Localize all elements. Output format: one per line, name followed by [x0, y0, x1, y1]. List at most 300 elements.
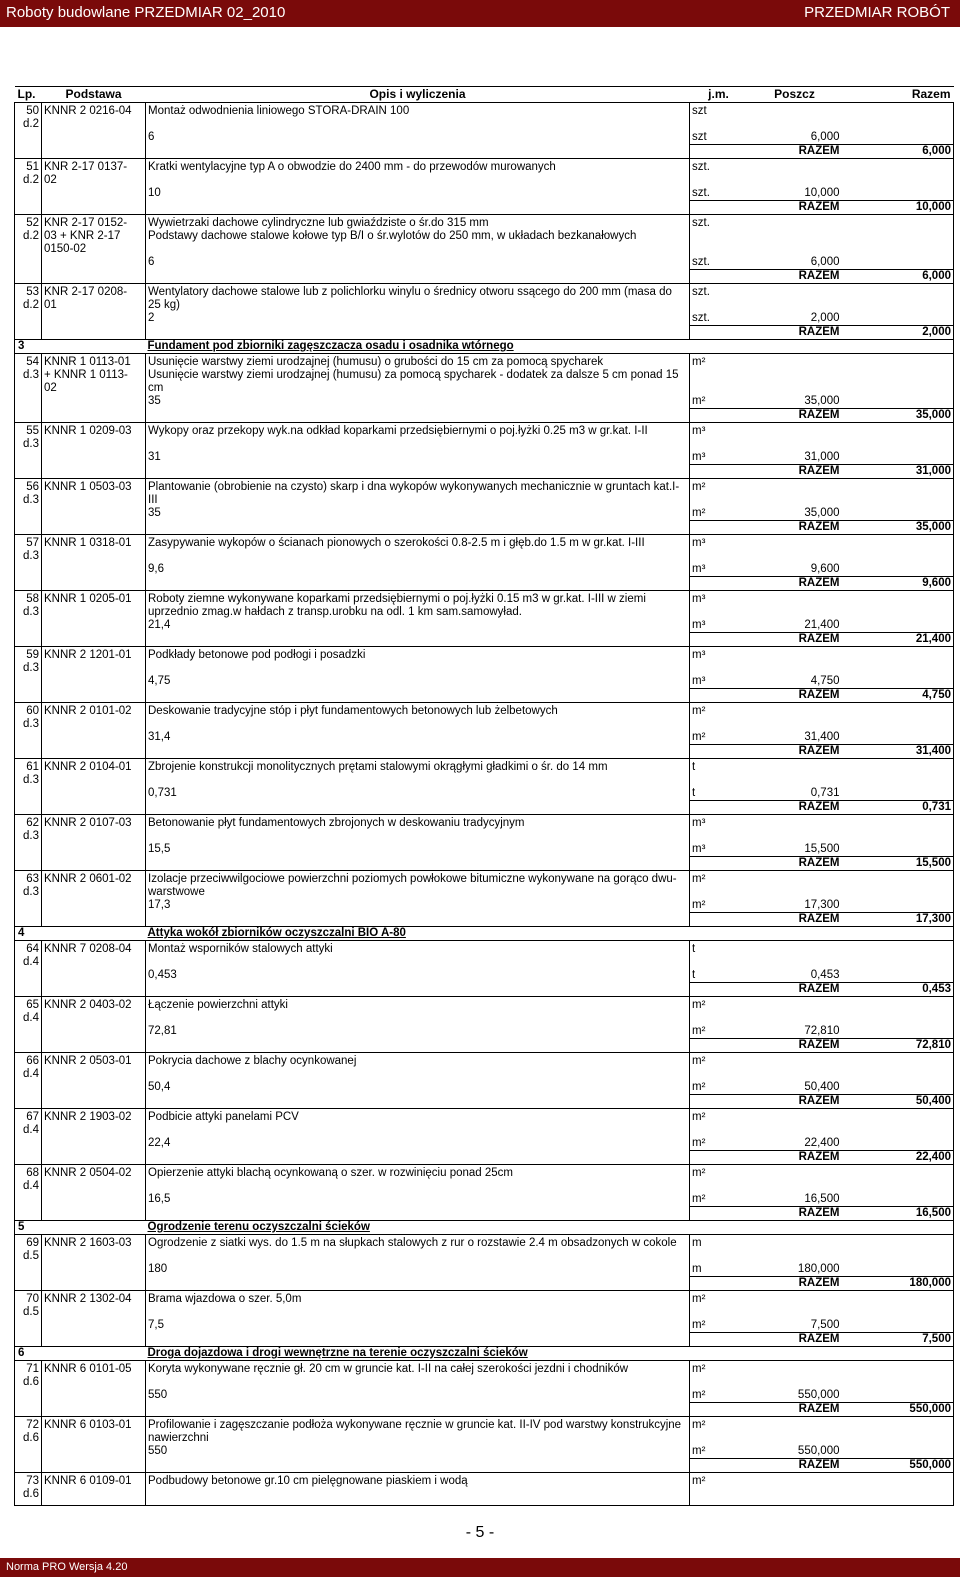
item-number: 57 d.3	[15, 535, 42, 564]
item-unit: m²	[690, 703, 748, 732]
item-description: Izolacje przeciwwilgociowe powierzchni poziomych powłokowe bitumiczne wykonywane na gorąco dwu-warstwowe	[146, 871, 690, 900]
empty-cell	[748, 479, 842, 508]
total-label: RAZEM	[690, 577, 842, 591]
item-row	[15, 423, 954, 452]
quantity-expression: 550	[146, 1445, 690, 1459]
quantity-unit: szt.	[692, 256, 710, 268]
item-number: 72 d.6	[15, 1417, 42, 1446]
empty-cell	[15, 270, 42, 284]
item-row	[15, 479, 954, 508]
empty-cell	[842, 703, 954, 732]
quantity-expression: 7,5	[146, 1319, 690, 1333]
empty-cell	[42, 395, 146, 409]
empty-cell	[42, 187, 146, 201]
item-row	[15, 159, 954, 188]
item-number: 71 d.6	[15, 1361, 42, 1390]
item-unit: m²	[690, 1109, 748, 1138]
item-unit: m²	[690, 997, 748, 1026]
total-label: RAZEM	[690, 1333, 842, 1347]
total-value: 9,600	[842, 577, 954, 591]
empty-cell	[842, 256, 954, 270]
item-row	[15, 354, 954, 396]
empty-cell	[842, 451, 954, 465]
item-unit: m²	[690, 1361, 748, 1390]
empty-cell	[842, 1109, 954, 1138]
quantity-unit: m³	[692, 563, 706, 575]
item-description: Wykopy oraz przekopy wyk.na odkład koparkami przedsiębiernymi o poj.łyżki 0.25 m3 w gr.kat. I-II	[146, 423, 690, 452]
empty-cell	[42, 131, 146, 145]
total-label: RAZEM	[690, 857, 842, 871]
empty-cell	[15, 1459, 42, 1473]
quantity-expression: 180	[146, 1263, 690, 1277]
document-type: PRZEDMIAR ROBÓT	[804, 4, 950, 21]
empty-cell	[15, 1095, 42, 1109]
quantity-expression: 6	[146, 131, 690, 145]
empty-cell	[15, 1151, 42, 1165]
empty-cell	[146, 1095, 690, 1109]
col-desc-header: Opis i wyliczenia	[146, 87, 690, 103]
estimate-table	[14, 86, 954, 1506]
item-row	[15, 1473, 954, 1506]
empty-cell	[42, 1263, 146, 1277]
total-value: 21,400	[842, 633, 954, 647]
empty-cell	[42, 689, 146, 703]
quantity-row	[15, 619, 954, 633]
empty-cell	[842, 871, 954, 900]
quantity-unit: m²	[692, 1193, 706, 1205]
item-number: 60 d.3	[15, 703, 42, 732]
item-description: Koryta wykonywane ręcznie gł. 20 cm w gruncie kat. I-II na całej szerokości jezdni i chodników	[146, 1361, 690, 1390]
empty-cell	[842, 1319, 954, 1333]
item-number: 63 d.3	[15, 871, 42, 900]
item-row	[15, 941, 954, 970]
quantity-expression: 35	[146, 507, 690, 521]
item-row	[15, 535, 954, 564]
empty-cell	[15, 1193, 42, 1207]
empty-cell	[42, 1459, 146, 1473]
item-unit: m³	[690, 423, 748, 452]
quantity-expression: 550	[146, 1389, 690, 1403]
section-heading-row	[15, 927, 954, 941]
partial-quantity: 16,500	[804, 1193, 840, 1205]
quantity-row	[15, 312, 954, 326]
item-row	[15, 759, 954, 788]
empty-cell	[842, 843, 954, 857]
total-value: 31,000	[842, 465, 954, 479]
empty-cell	[146, 145, 690, 159]
total-row	[15, 1459, 954, 1473]
empty-cell	[15, 1137, 42, 1151]
section-heading-row	[15, 1221, 954, 1235]
empty-cell	[42, 1333, 146, 1347]
item-number: 62 d.3	[15, 815, 42, 844]
empty-cell	[15, 913, 42, 927]
quantity-expression: 17,3	[146, 899, 690, 913]
item-number: 50 d.2	[15, 103, 42, 132]
quantity-unit: m²	[692, 731, 706, 743]
empty-cell	[42, 1445, 146, 1459]
empty-cell	[15, 633, 42, 647]
item-unit: m³	[690, 647, 748, 676]
empty-cell	[42, 1025, 146, 1039]
item-row	[15, 815, 954, 844]
quantity-row	[15, 899, 954, 913]
total-label: RAZEM	[690, 689, 842, 703]
quantity-expression: 35	[146, 395, 690, 409]
item-unit: m	[690, 1235, 748, 1264]
total-label: RAZEM	[690, 521, 842, 535]
empty-cell	[842, 1473, 954, 1506]
empty-cell	[15, 577, 42, 591]
item-description: Wentylatory dachowe stalowe lub z polichlorku winylu o średnicy otworu ssącego do 200 mm (masa do 25 kg)	[146, 284, 690, 313]
total-row	[15, 326, 954, 340]
empty-cell	[15, 1025, 42, 1039]
quantity-expression: 31,4	[146, 731, 690, 745]
quantity-expression: 10	[146, 187, 690, 201]
total-value: 550,000	[842, 1403, 954, 1417]
empty-cell	[146, 801, 690, 815]
total-value: 72,810	[842, 1039, 954, 1053]
empty-cell	[15, 1263, 42, 1277]
item-basis: KNNR 6 0109-01	[42, 1473, 146, 1506]
quantity-unit: szt	[692, 131, 707, 143]
quantity-row	[15, 187, 954, 201]
empty-cell	[42, 745, 146, 759]
empty-cell	[42, 256, 146, 270]
total-row	[15, 145, 954, 159]
total-label: RAZEM	[690, 1039, 842, 1053]
item-number: 55 d.3	[15, 423, 42, 452]
empty-cell	[42, 326, 146, 340]
total-value: 16,500	[842, 1207, 954, 1221]
item-unit: m²	[690, 1291, 748, 1320]
empty-cell	[748, 215, 842, 257]
total-label: RAZEM	[690, 145, 842, 159]
empty-cell	[146, 857, 690, 871]
empty-cell	[748, 703, 842, 732]
item-row	[15, 1417, 954, 1446]
partial-quantity: 31,000	[804, 451, 840, 463]
total-row	[15, 521, 954, 535]
empty-cell	[842, 815, 954, 844]
item-unit: m²	[690, 354, 748, 396]
empty-cell	[146, 465, 690, 479]
empty-cell	[842, 787, 954, 801]
empty-cell	[42, 1403, 146, 1417]
empty-cell	[42, 801, 146, 815]
empty-cell	[748, 647, 842, 676]
quantity-expression: 50,4	[146, 1081, 690, 1095]
item-row	[15, 215, 954, 257]
section-title: Attyka wokół zbiorników oczyszczalni BIO A-80	[146, 927, 954, 941]
empty-cell	[748, 759, 842, 788]
total-row	[15, 689, 954, 703]
total-row	[15, 633, 954, 647]
empty-cell	[146, 913, 690, 927]
item-basis: KNR 2-17 0208- 01	[42, 284, 146, 313]
empty-cell	[42, 857, 146, 871]
empty-cell	[42, 787, 146, 801]
col-lp-header: Lp.	[15, 87, 42, 103]
item-basis: KNR 2-17 0137- 02	[42, 159, 146, 188]
total-label: RAZEM	[690, 1207, 842, 1221]
item-number: 64 d.4	[15, 941, 42, 970]
quantity-unit: m	[692, 1263, 702, 1275]
partial-quantity: 72,810	[804, 1025, 840, 1037]
item-row	[15, 997, 954, 1026]
empty-cell	[842, 1053, 954, 1082]
item-number: 54 d.3	[15, 354, 42, 396]
item-row	[15, 1291, 954, 1320]
item-description: Betonowanie płyt fundamentowych zbrojonych w deskowaniu tradycyjnym	[146, 815, 690, 844]
item-row	[15, 647, 954, 676]
empty-cell	[42, 577, 146, 591]
quantity-unit: m²	[692, 1081, 706, 1093]
empty-cell	[42, 1151, 146, 1165]
empty-cell	[748, 997, 842, 1026]
total-label: RAZEM	[690, 913, 842, 927]
empty-cell	[842, 423, 954, 452]
quantity-expression: 0,731	[146, 787, 690, 801]
quantity-row	[15, 1081, 954, 1095]
total-label: RAZEM	[690, 801, 842, 815]
col-base-header: Podstawa	[42, 87, 146, 103]
empty-cell	[842, 312, 954, 326]
empty-cell	[146, 633, 690, 647]
col-pos-header: Poszcz	[748, 87, 842, 103]
empty-cell	[842, 354, 954, 396]
item-row	[15, 103, 954, 132]
empty-cell	[842, 731, 954, 745]
empty-cell	[748, 284, 842, 313]
total-label: RAZEM	[690, 1151, 842, 1165]
section-number: 6	[15, 1347, 146, 1361]
empty-cell	[842, 535, 954, 564]
empty-cell	[15, 521, 42, 535]
item-unit: szt.	[690, 284, 748, 313]
empty-cell	[15, 1403, 42, 1417]
empty-cell	[42, 983, 146, 997]
item-basis: KNNR 2 0107-03	[42, 815, 146, 844]
quantity-unit: m²	[692, 1445, 706, 1457]
empty-cell	[42, 312, 146, 326]
item-number: 66 d.4	[15, 1053, 42, 1082]
total-row	[15, 577, 954, 591]
quantity-unit: m³	[692, 675, 706, 687]
item-unit: m²	[690, 1417, 748, 1446]
item-description: Podbicie attyki panelami PCV	[146, 1109, 690, 1138]
total-row	[15, 1095, 954, 1109]
empty-cell	[42, 1277, 146, 1291]
empty-cell	[15, 201, 42, 215]
item-unit: m³	[690, 815, 748, 844]
quantity-expression: 9,6	[146, 563, 690, 577]
empty-cell	[42, 1389, 146, 1403]
empty-cell	[748, 1109, 842, 1138]
empty-cell	[842, 395, 954, 409]
item-basis: KNNR 2 0503-01	[42, 1053, 146, 1082]
quantity-unit: szt.	[692, 312, 710, 324]
empty-cell	[842, 507, 954, 521]
estimate-body	[15, 103, 954, 1506]
section-number: 3	[15, 340, 146, 354]
empty-cell	[42, 1081, 146, 1095]
empty-cell	[842, 159, 954, 188]
item-basis: KNNR 2 0601-02	[42, 871, 146, 900]
empty-cell	[842, 1165, 954, 1194]
total-row	[15, 1039, 954, 1053]
empty-cell	[15, 256, 42, 270]
partial-quantity: 9,600	[810, 563, 840, 575]
empty-cell	[146, 745, 690, 759]
item-number: 52 d.2	[15, 215, 42, 257]
total-row	[15, 1333, 954, 1347]
empty-cell	[842, 284, 954, 313]
total-row	[15, 913, 954, 927]
empty-cell	[748, 871, 842, 900]
item-number: 56 d.3	[15, 479, 42, 508]
empty-cell	[748, 354, 842, 396]
empty-cell	[15, 131, 42, 145]
empty-cell	[15, 326, 42, 340]
empty-cell	[15, 619, 42, 633]
total-value: 22,400	[842, 1151, 954, 1165]
empty-cell	[15, 451, 42, 465]
total-label: RAZEM	[690, 326, 842, 340]
item-description: Opierzenie attyki blachą ocynkowaną o szer. w rozwinięciu ponad 25cm	[146, 1165, 690, 1194]
item-description: Zasypywanie wykopów o ścianach pionowych o szerokości 0.8-2.5 m i głęb.do 1.5 m w gr.kat. I-III	[146, 535, 690, 564]
empty-cell	[146, 1333, 690, 1347]
quantity-row	[15, 787, 954, 801]
partial-quantity: 17,300	[804, 899, 840, 911]
total-label: RAZEM	[690, 1459, 842, 1473]
item-number: 53 d.2	[15, 284, 42, 313]
partial-quantity: 6,000	[810, 256, 840, 268]
section-number: 5	[15, 1221, 146, 1235]
empty-cell	[842, 1291, 954, 1320]
total-row	[15, 465, 954, 479]
empty-cell	[748, 941, 842, 970]
empty-cell	[146, 689, 690, 703]
partial-quantity: 2,000	[810, 312, 840, 324]
empty-cell	[42, 619, 146, 633]
empty-cell	[842, 1193, 954, 1207]
total-label: RAZEM	[690, 745, 842, 759]
item-description: Pokrycia dachowe z blachy ocynkowanej	[146, 1053, 690, 1082]
empty-cell	[146, 1459, 690, 1473]
empty-cell	[842, 215, 954, 257]
quantity-expression: 6	[146, 256, 690, 270]
item-number: 58 d.3	[15, 591, 42, 620]
item-row	[15, 591, 954, 620]
item-unit: m²	[690, 479, 748, 508]
total-value: 4,750	[842, 689, 954, 703]
empty-cell	[842, 187, 954, 201]
empty-cell	[42, 201, 146, 215]
quantity-row	[15, 563, 954, 577]
empty-cell	[748, 815, 842, 844]
empty-cell	[842, 759, 954, 788]
quantity-row	[15, 1193, 954, 1207]
page-header	[0, 0, 960, 27]
total-value: 15,500	[842, 857, 954, 871]
item-basis: KNNR 2 1603-03	[42, 1235, 146, 1264]
empty-cell	[42, 913, 146, 927]
empty-cell	[42, 1095, 146, 1109]
total-value: 10,000	[842, 201, 954, 215]
empty-cell	[15, 969, 42, 983]
empty-cell	[842, 1025, 954, 1039]
empty-cell	[42, 675, 146, 689]
empty-cell	[15, 187, 42, 201]
empty-cell	[15, 409, 42, 423]
item-number: 68 d.4	[15, 1165, 42, 1194]
item-basis: KNNR 1 0113-01 + KNNR 1 0113- 02	[42, 354, 146, 396]
quantity-expression: 2	[146, 312, 690, 326]
quantity-row	[15, 675, 954, 689]
empty-cell	[842, 899, 954, 913]
item-number: 70 d.5	[15, 1291, 42, 1320]
item-basis: KNNR 6 0101-05	[42, 1361, 146, 1390]
empty-cell	[15, 1445, 42, 1459]
quantity-row	[15, 843, 954, 857]
item-basis: KNNR 1 0503-03	[42, 479, 146, 508]
quantity-row	[15, 1445, 954, 1459]
empty-cell	[15, 1207, 42, 1221]
document-title: Roboty budowlane PRZEDMIAR 02_2010	[6, 4, 286, 21]
quantity-unit: m²	[692, 507, 706, 519]
partial-quantity: 15,500	[804, 843, 840, 855]
item-number: 65 d.4	[15, 997, 42, 1026]
empty-cell	[748, 1473, 842, 1506]
empty-cell	[748, 1235, 842, 1264]
total-label: RAZEM	[690, 983, 842, 997]
empty-cell	[748, 1053, 842, 1082]
item-description: Deskowanie tradycyjne stóp i płyt fundamentowych betonowych lub żelbetowych	[146, 703, 690, 732]
item-unit: m²	[690, 871, 748, 900]
item-description: Ogrodzenie z siatki wys. do 1.5 m na słupkach stalowych z rur o rozstawie 2.4 m obsadzonych w cokole	[146, 1235, 690, 1264]
item-basis: KNNR 2 0104-01	[42, 759, 146, 788]
quantity-expression: 72,81	[146, 1025, 690, 1039]
quantity-row	[15, 395, 954, 409]
total-value: 0,453	[842, 983, 954, 997]
item-number: 59 d.3	[15, 647, 42, 676]
empty-cell	[15, 787, 42, 801]
empty-cell	[15, 843, 42, 857]
empty-cell	[42, 899, 146, 913]
section-number: 4	[15, 927, 146, 941]
total-value: 6,000	[842, 145, 954, 159]
item-unit: m²	[690, 1473, 748, 1506]
empty-cell	[748, 103, 842, 132]
partial-quantity: 22,400	[804, 1137, 840, 1149]
empty-cell	[15, 1389, 42, 1403]
empty-cell	[842, 1081, 954, 1095]
empty-cell	[842, 941, 954, 970]
quantity-row	[15, 256, 954, 270]
item-description: Podbudowy betonowe gr.10 cm pielęgnowane piaskiem i wodą	[146, 1473, 690, 1506]
item-unit: t	[690, 941, 748, 970]
item-number: 67 d.4	[15, 1109, 42, 1138]
empty-cell	[146, 1151, 690, 1165]
item-basis: KNNR 1 0318-01	[42, 535, 146, 564]
total-value: 550,000	[842, 1459, 954, 1473]
total-row	[15, 1207, 954, 1221]
quantity-row	[15, 1137, 954, 1151]
total-value: 17,300	[842, 913, 954, 927]
total-row	[15, 857, 954, 871]
item-description: Kratki wentylacyjne typ A o obwodzie do 2400 mm - do przewodów murowanych	[146, 159, 690, 188]
